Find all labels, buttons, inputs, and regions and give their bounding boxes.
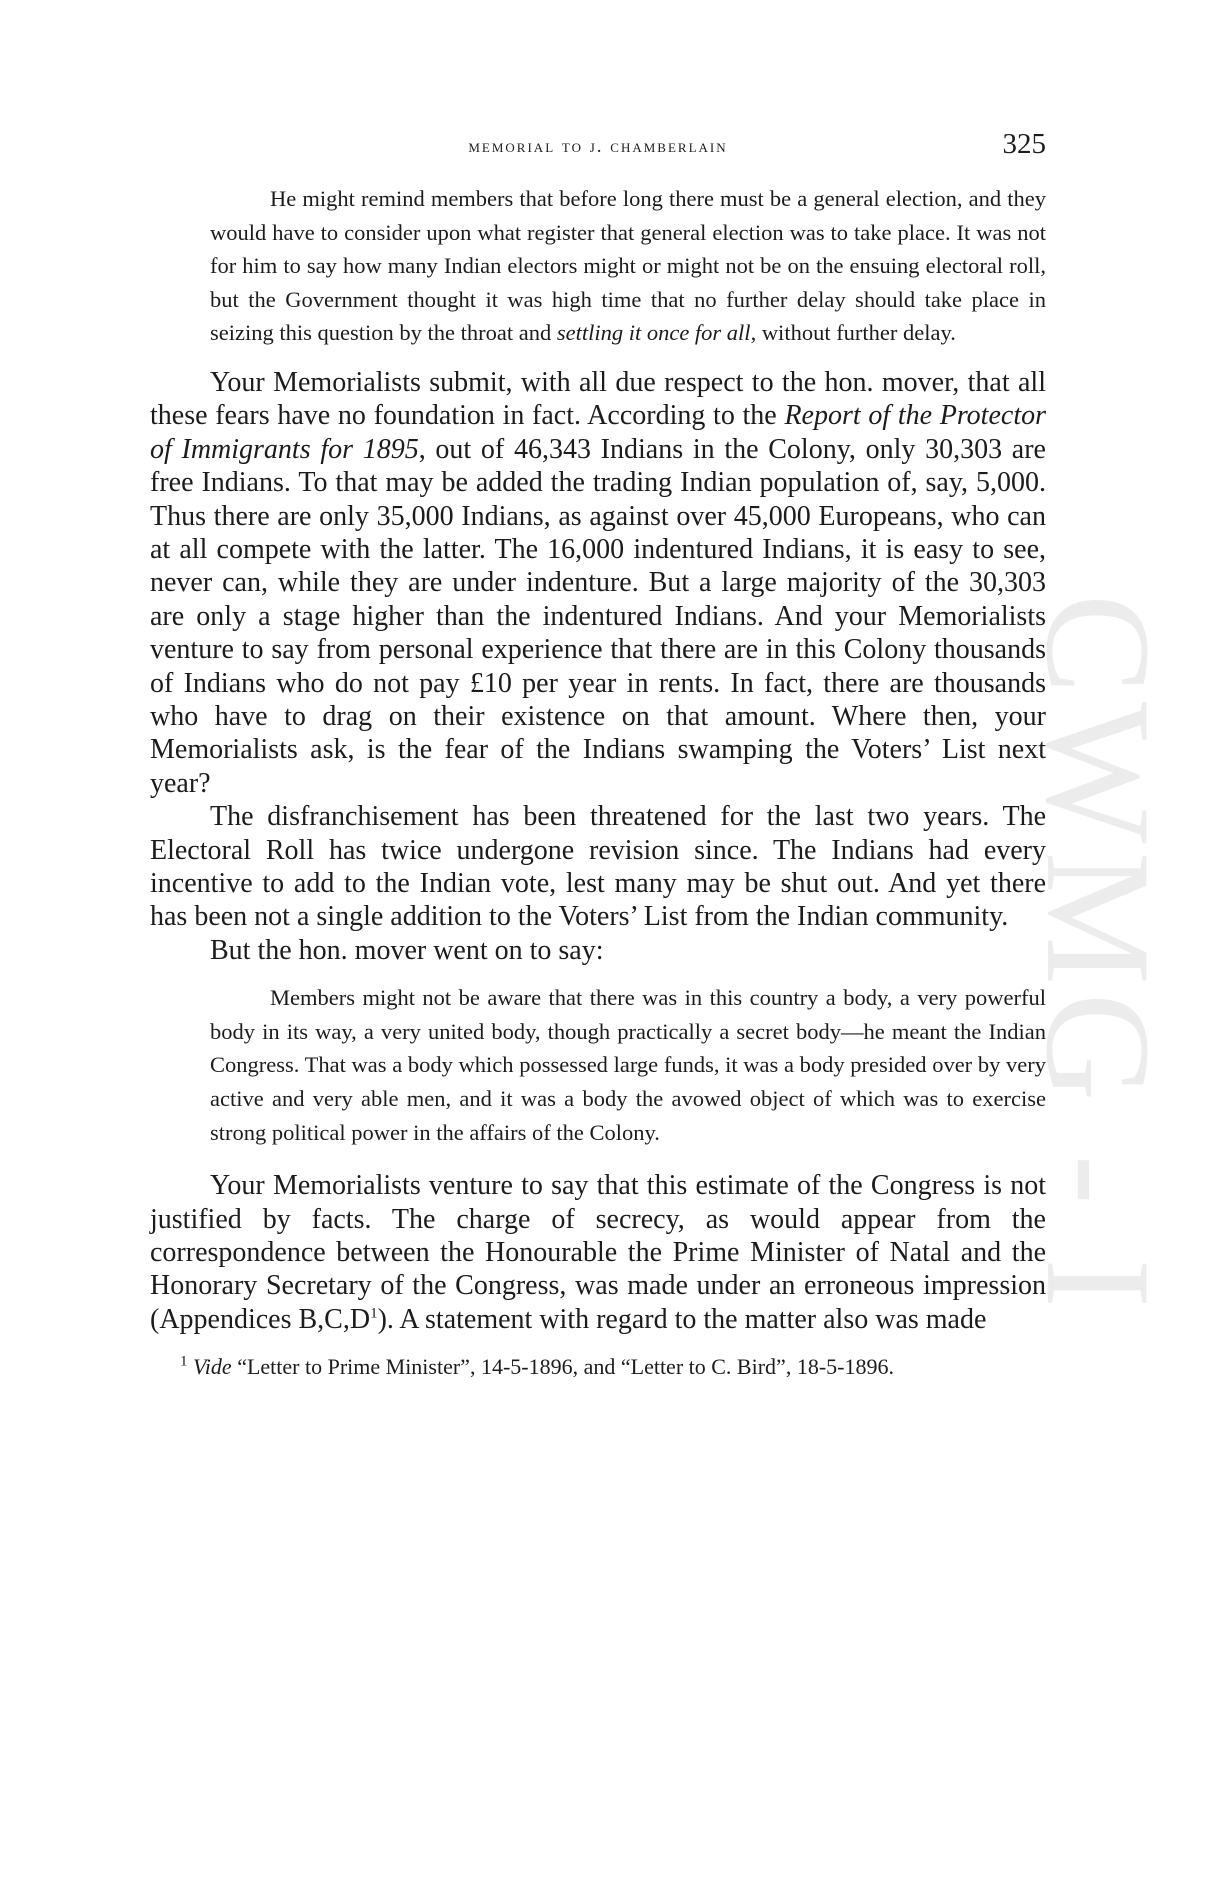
paragraph-text: Your Memorialists venture to say that this estimate of the Congress is not justified by facts. The charge of secrecy, as would appear from the correspondence between the Honourable the Prime Minister of Natal and the Honorary Secretary of the Congress, was made under an erroneous impression (Appendices B,C,D <box>150 1170 1046 1335</box>
quote-tail: , without further delay. <box>750 320 956 346</box>
paragraph-text: Your Memorialists submit, with all due respect to the hon. mover, that all these fears have no foundation in fact. According to the <box>150 366 1046 432</box>
quote-text: He might remind members that before long there must be a general election, and they would have to consider upon what register that general election was to take place. It was not for him to say how many Indian electors might or might not be on the ensuing electoral roll, but the Government thought it was high time that no further delay should take place in seizing this question by the throat and <box>210 186 1046 346</box>
block-quote-congress: Members might not be aware that there was in this country a body, a very powerful body in its way, a very united body, though practically a secret body—he meant the Indian Congress. That was a body which possessed large funds, it was a body presided over by very active and very able men, and it was a body the avowed object of which was to exercise strong political power in the affairs of the Colony. <box>210 985 1046 1145</box>
footnote-ref: 1 <box>370 1305 378 1322</box>
footnote-vide: Vide <box>193 1354 232 1380</box>
paragraph-disfranchisement: The disfranchisement has been threatened for the last two years. The Electoral Roll has twice undergone revision since. The Indians had every incentive to add to the Indian vote, lest many may be shut out. And yet there has been not a single addition to the Voters’ List from the Indian community. <box>150 801 1046 933</box>
running-head: memorial to j. chamberlain <box>468 136 728 157</box>
footnote-text: “Letter to Prime Minister”, 14-5-1896, and “Letter to C. Bird”, 18-5-1896. <box>231 1354 894 1380</box>
paragraph-mover: But the hon. mover went on to say: <box>210 934 604 966</box>
footnote <box>150 1352 1046 1382</box>
page-number: 325 <box>1002 128 1046 160</box>
paragraph-tail: ). A statement with regard to the matter also was made <box>377 1303 987 1335</box>
paragraph-fears <box>150 366 1046 800</box>
document-page <box>150 120 1046 1404</box>
quote-emphasis: settling it once for all <box>556 320 751 346</box>
report-title: Report of the Protector of Immigrants for 1895 <box>150 400 1046 465</box>
paragraph-text-cont: , out of 46,343 Indians in the Colony, only 30,303 are free Indians. To that may be added the trading Indian population of, say, 5,000. Thus there are only 35,000 Indians, as against over 45,000 Europeans, who can at all compete with the latter. The 16,000 indentured Indians, it is easy to see, never can, while they are under indenture. But a large majority of the 30,303 are only a stage higher than the indentured Indians. And your Memorialists venture to say from personal experience that there are in this Colony thousands of Indians who do not pay £10 per year in rents. In fact, there are thousands who have to drag on their existence on that amount. Where then, your Memorialists ask, is the fear of the Indians swamping the Voters’ List next year? <box>150 433 1046 799</box>
paragraph-estimate <box>150 1169 1046 1336</box>
page-header <box>150 120 1046 160</box>
watermark-text: CWMG - I <box>1015 593 1182 1317</box>
footnote-mark: 1 <box>180 1353 188 1370</box>
block-quote-election <box>150 182 1046 350</box>
